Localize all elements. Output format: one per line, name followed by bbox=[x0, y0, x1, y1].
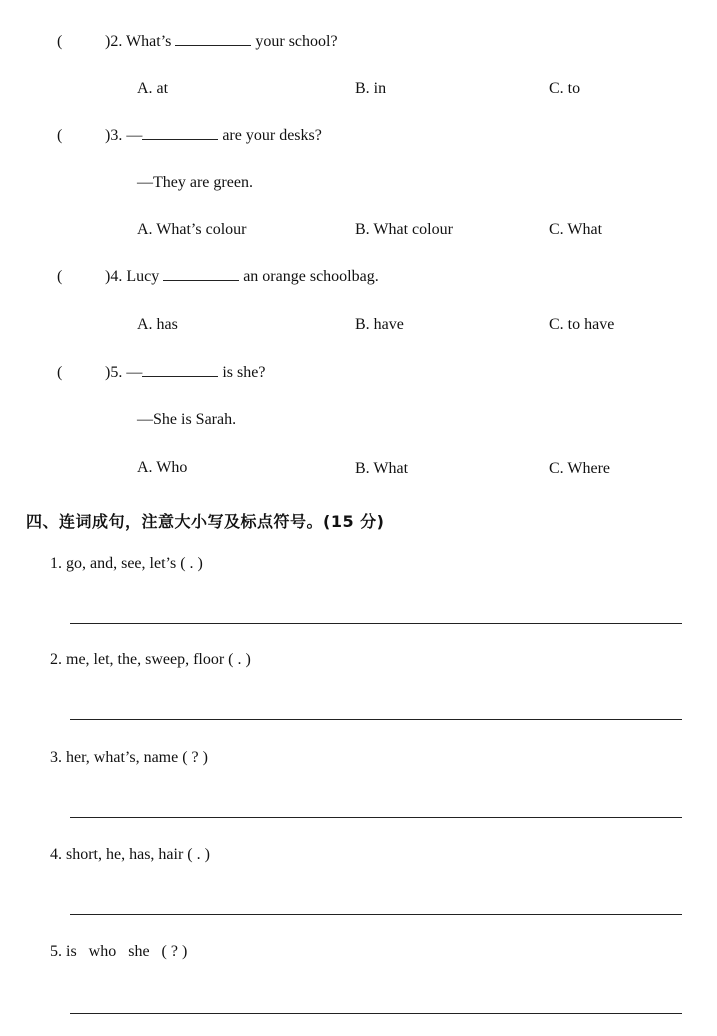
option-b[interactable]: B. What colour bbox=[355, 221, 453, 238]
item-prompt: 3. her, what’s, name ( ? ) bbox=[50, 749, 208, 766]
item-prompt: 2. me, let, the, sweep, floor ( . ) bbox=[50, 651, 251, 668]
option-b[interactable]: B. have bbox=[355, 316, 404, 333]
answer-line-field[interactable] bbox=[70, 719, 682, 720]
question-stem: )2. What’s your school? bbox=[105, 33, 338, 50]
answer-paren-open[interactable]: ( bbox=[57, 127, 63, 144]
option-a[interactable]: A. What’s colour bbox=[137, 221, 247, 238]
answer-line-field[interactable] bbox=[70, 914, 682, 915]
option-c[interactable]: C. What bbox=[549, 221, 603, 238]
answer-line: —She is Sarah. bbox=[137, 411, 237, 428]
item-prompt: 4. short, he, has, hair ( . ) bbox=[50, 846, 210, 863]
answer-line-field[interactable] bbox=[70, 623, 682, 624]
answer-line-field[interactable] bbox=[70, 1013, 682, 1014]
answer-paren-open[interactable]: ( bbox=[57, 33, 63, 50]
option-a[interactable]: A. has bbox=[137, 316, 178, 333]
answer-line-field[interactable] bbox=[70, 817, 682, 818]
fill-blank[interactable] bbox=[142, 376, 218, 377]
item-prompt: 1. go, and, see, let’s ( . ) bbox=[50, 555, 203, 572]
fill-blank[interactable] bbox=[142, 139, 218, 140]
option-c[interactable]: C. to have bbox=[549, 316, 615, 333]
option-c[interactable]: C. Where bbox=[549, 460, 611, 477]
question-stem: )3. — are your desks? bbox=[105, 127, 322, 144]
option-a[interactable]: A. at bbox=[137, 80, 169, 97]
question-stem: )4. Lucy an orange schoolbag. bbox=[105, 268, 379, 285]
option-b[interactable]: B. in bbox=[355, 80, 387, 97]
item-prompt: 5. is who she ( ? ) bbox=[50, 943, 188, 960]
option-a[interactable]: A. Who bbox=[137, 459, 188, 476]
answer-line: —They are green. bbox=[137, 174, 253, 191]
option-c[interactable]: C. to bbox=[549, 80, 581, 97]
fill-blank[interactable] bbox=[163, 280, 239, 281]
section-heading: 四、连词成句，注意大小写及标点符号。(15 分) bbox=[26, 512, 385, 531]
option-b[interactable]: B. What bbox=[355, 460, 409, 477]
answer-paren-open[interactable]: ( bbox=[57, 268, 63, 285]
answer-paren-open[interactable]: ( bbox=[57, 364, 63, 381]
question-stem: )5. — is she? bbox=[105, 364, 266, 381]
fill-blank[interactable] bbox=[175, 45, 251, 46]
